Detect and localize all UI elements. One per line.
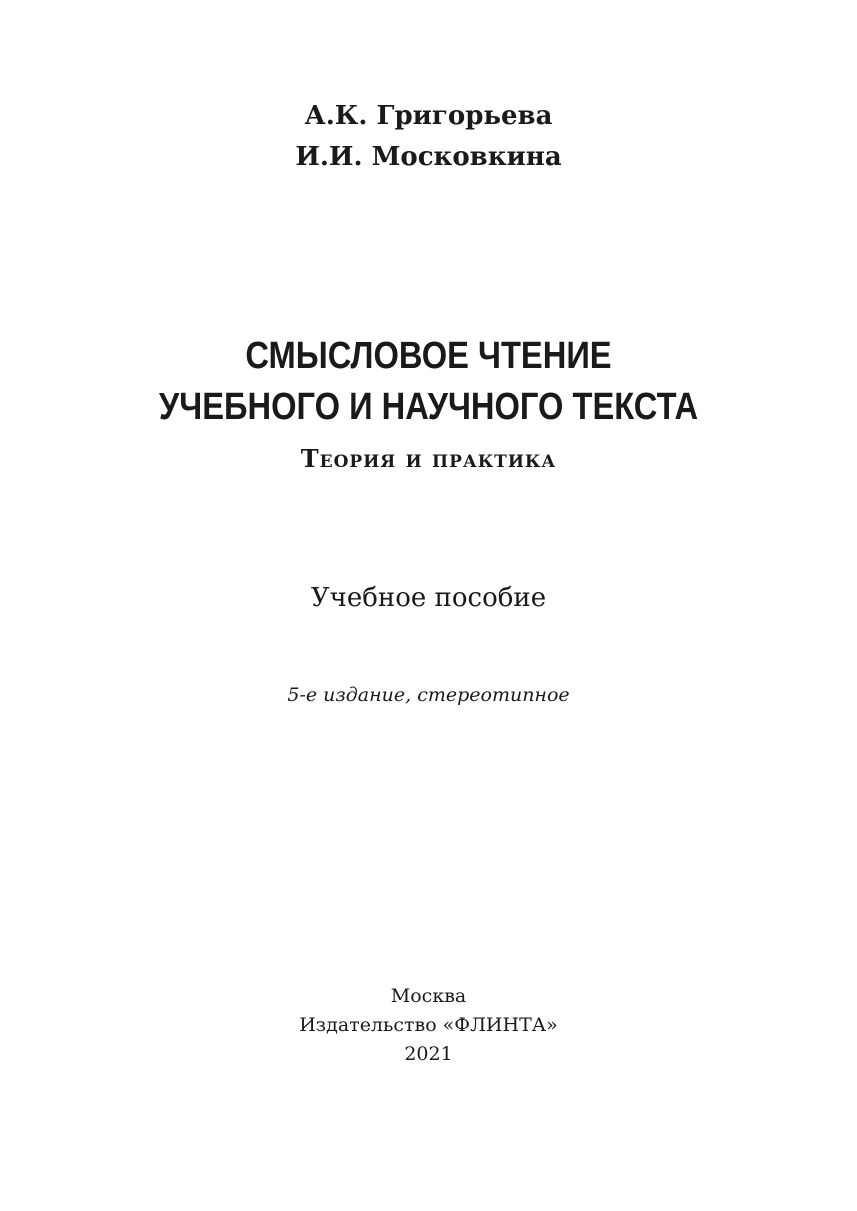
document-type: Учебное пособие <box>310 583 547 613</box>
book-subtitle: Теория и практика <box>300 444 557 473</box>
book-title-line: СМЫСЛОВОЕ ЧТЕНИЕ <box>245 335 612 377</box>
author-name: И.И. Московкина <box>295 142 562 172</box>
book-title <box>0 331 857 433</box>
book-title-line: УЧЕБНОГО И НАУЧНОГО ТЕКСТА <box>158 386 699 428</box>
imprint-block <box>0 982 857 1069</box>
imprint-year: 2021 <box>404 1043 453 1065</box>
edition-note: 5-е издание, стереотипное <box>287 684 570 706</box>
imprint-publisher: Издательство «ФЛИНТА» <box>299 1014 558 1036</box>
authors-block <box>0 96 857 178</box>
author-name: А.К. Григорьева <box>304 101 553 131</box>
imprint-city: Москва <box>390 985 467 1007</box>
